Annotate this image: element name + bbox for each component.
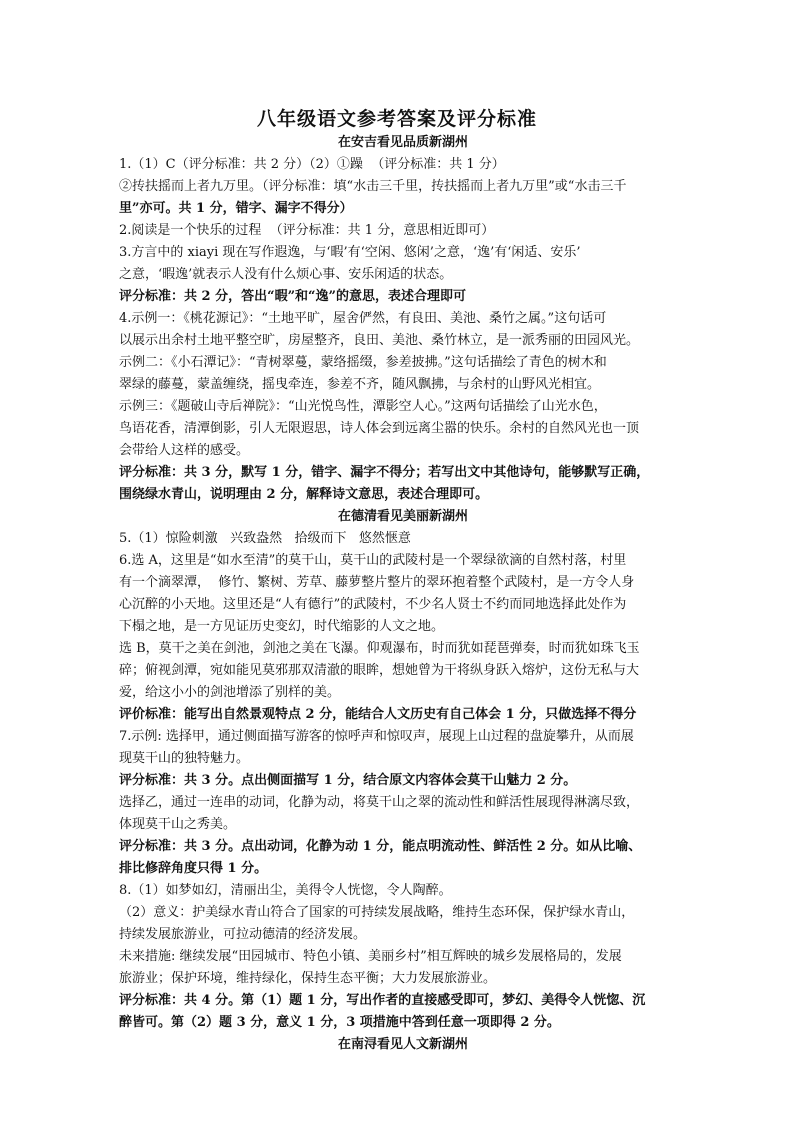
- answer-line: 现莫干山的独特魅力。: [119, 751, 250, 766]
- answer-line: 爱，给这小小的剑池增添了别样的美。: [119, 685, 341, 700]
- answer-line: 持续发展旅游业，可拉动德清的经济发展。: [119, 927, 367, 942]
- answer-line: 体现莫干山之秀美。: [119, 817, 237, 832]
- answer-line: 碎；俯视剑潭，宛如能见莫邪那双清澈的眼眸，想她曾为干将纵身跃入熔炉，这份无私与大: [119, 663, 640, 678]
- document-body: [119, 132, 687, 1056]
- answer-line: 旅游业；保护环境，维持绿化，保持生态平衡；大力发展旅游业。: [119, 971, 497, 986]
- document-title: 八年级语文参考答案及评分标准: [256, 108, 537, 130]
- scoring-criteria-line: 评分标准：共 2 分，答出“暇”和“逸”的意思，表述合理即可: [119, 289, 467, 304]
- scoring-criteria-line: 里”亦可。共 1 分，错字、漏字不得分）: [119, 201, 353, 216]
- scoring-criteria-line: 评价标准：能写出自然景观特点 2 分，能结合人文历史有自己体会 1 分，只做选择不得分: [119, 707, 637, 722]
- scoring-criteria-line: 围绕绿水青山，说明理由 2 分，解释诗文意思，表述合理即可。: [119, 487, 489, 502]
- answer-line: 心沉醉的小天地。这里还是“人有德行”的武陵村，不少名人贤士不约而同地选择此处作为: [119, 597, 627, 612]
- answer-line: 下榻之地，是一方见证历史变幻，时代缩影的人文之地。: [119, 619, 445, 634]
- scoring-criteria-line: 排比修辞角度只得 1 分。: [119, 861, 268, 876]
- answer-line: 7.示例: 选择甲，通过侧面描写游客的惊呼声和惊叹声，展现上山过程的盘旋攀升，从而展: [119, 729, 634, 744]
- answer-line: 示例二：《小石潭记》：“青树翠蔓，蒙络摇缀，参差披拂。”这句话描绘了青色的树木和: [119, 355, 607, 370]
- answer-line: 3.方言中的 xiayi 现在写作遐逸，与‘暇’有‘空闲、悠闲’之意，‘逸’有‘闲适、安乐’: [119, 245, 581, 260]
- scoring-criteria-line: 评分标准：共 4 分。第（1）题 1 分，写出作者的直接感受即可，梦幻、美得令人恍惚、沉: [119, 993, 646, 1008]
- scoring-criteria-line: 评分标准：共 3 分。点出动词，化静为动 1 分，能点明流动性、鲜活性 2 分。如从比喻、: [119, 839, 642, 854]
- answer-line: 选 B，莫干之美在剑池，剑池之美在飞瀑。仰观瀑布，时而犹如琵琶弹奏，时而犹如珠飞玉: [119, 641, 640, 656]
- answer-line: 有一个滴翠潭， 修竹、繁树、芳草、藤萝整片整片的翠环抱着整个武陵村，是一方令人身: [119, 575, 635, 590]
- answer-line: 选择乙，通过一连串的动词，化静为动，将莫干山之翠的流动性和鲜活性展现得淋漓尽致，: [119, 795, 640, 810]
- scoring-criteria-line: 评分标准：共 3 分，默写 1 分，错字、漏字不得分；若写出文中其他诗句，能够默写正确，: [119, 465, 650, 480]
- answer-line: 之意，‘暇逸’就表示人没有什么烦心事、安乐闲适的状态。: [119, 267, 453, 282]
- answer-line: 2.阅读是一个快乐的过程 （评分标准：共 1 分，意思相近即可）: [119, 223, 495, 238]
- answer-line: 鸟语花香，清潭倒影，引人无限遐思，诗人体会到远离尘嚣的快乐。余村的自然风光也一顶: [119, 421, 640, 436]
- section-heading: 在德清看见美丽新湖州: [337, 509, 468, 524]
- answer-line: 翠绿的藤蔓，蒙盖缠绕，摇曳牵连，参差不齐，随风飘拂，与余村的山野风光相宜。: [119, 377, 601, 392]
- answer-line: 8.（1）如梦如幻，清丽出尘，美得令人恍惚，令人陶醉。: [119, 883, 452, 898]
- answer-line: 会带给人这样的感受。: [119, 443, 250, 458]
- answer-line: ②抟扶摇而上者九万里。（评分标准：填“水击三千里，抟扶摇而上者九万里”或“水击三千: [119, 179, 627, 194]
- answer-line: 6.选 A，这里是“如水至清”的莫干山，莫干山的武陵村是一个翠绿欲滴的自然村落，村里: [119, 553, 627, 568]
- answer-line: 1.（1）C（评分标准：共 2 分）（2）①躁 （评分标准：共 1 分）: [119, 157, 505, 172]
- answer-line: 示例三：《题破山寺后禅院》：“山光悦鸟性，潭影空人心。”这两句话描绘了山光水色，: [119, 399, 607, 414]
- answer-line: （2）意义：护美绿水青山符合了国家的可持续发展战略，维持生态环保，保护绿水青山，: [119, 905, 635, 920]
- scoring-criteria-line: 醉皆可。第（2）题 3 分，意义 1 分，3 项措施中答到任意一项即得 2 分。: [119, 1015, 560, 1030]
- answer-line: 以展示出余村土地平整空旷，房屋整齐，良田、美池、桑竹林立，是一派秀丽的田园风光。: [119, 333, 640, 348]
- section-heading: 在南浔看见人文新湖州: [337, 1037, 468, 1052]
- answer-line: 4.示例一：《桃花源记》：“土地平旷，屋舍俨然，有良田、美池、桑竹之属。”这句话可: [119, 311, 607, 326]
- section-heading: 在安吉看见品质新湖州: [337, 135, 468, 150]
- answer-line: 5.（1）惊险刺激 兴致盎然 拾级而下 悠然惬意: [119, 531, 411, 546]
- answer-line: 未来措施: 继续发展“田园城市、特色小镇、美丽乡村”相互辉映的城乡发展格局的，发展: [119, 949, 622, 964]
- scoring-criteria-line: 评分标准：共 3 分。点出侧面描写 1 分，结合原文内容体会莫干山魅力 2 分。: [119, 773, 577, 788]
